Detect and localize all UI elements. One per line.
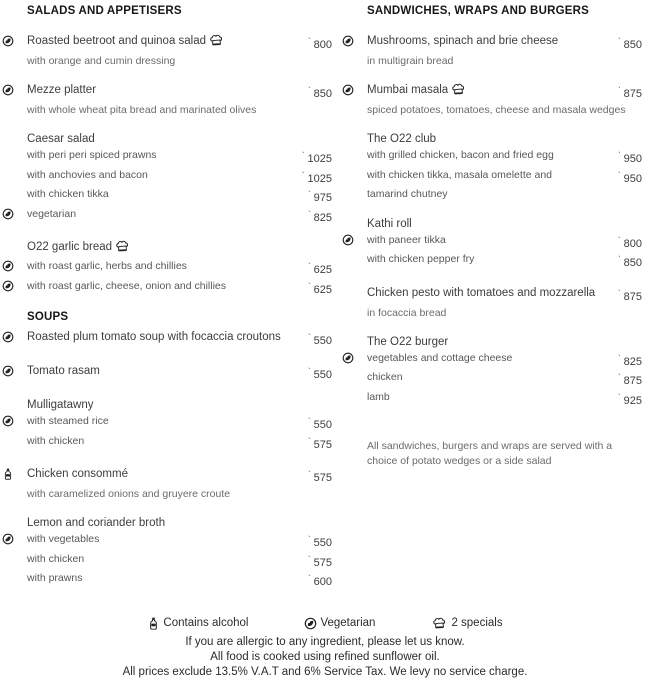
- icon-spacer: [342, 390, 367, 391]
- item-description: [367, 439, 642, 454]
- menu-row: [2, 414, 332, 434]
- item-price: [280, 259, 332, 279]
- currency-symbol: `: [307, 367, 311, 376]
- item-text: with prawns: [27, 572, 83, 584]
- item-price: [590, 33, 642, 54]
- menu-row: [342, 54, 642, 69]
- item-text: Chicken consommé: [27, 468, 128, 480]
- menu-footer: [0, 616, 650, 693]
- section-title: SALADS AND APPETISERS: [27, 5, 182, 17]
- menu-block: [342, 216, 642, 272]
- item-option: [27, 434, 280, 450]
- item-text: The O22 burger: [367, 335, 449, 348]
- menu-row: [342, 252, 642, 272]
- item-price: [590, 370, 642, 390]
- icon-spacer: [2, 54, 27, 55]
- footer-note-line: All food is cooked using refined sunflower oil.: [210, 651, 440, 663]
- menu-row: [342, 168, 642, 188]
- item-text: Roasted beetroot and quinoa salad: [27, 35, 207, 47]
- item-description: [367, 54, 642, 69]
- price-amount: 875: [623, 375, 642, 387]
- menu-row: [2, 259, 332, 279]
- veg-icon: [304, 617, 317, 630]
- currency-symbol: `: [307, 554, 311, 564]
- item-option: [27, 168, 280, 184]
- item-price: [280, 434, 332, 454]
- item-price: [280, 187, 332, 207]
- currency-symbol: `: [307, 417, 311, 426]
- price-amount: 1025: [307, 153, 332, 165]
- item-price: [590, 148, 642, 168]
- price-amount: 575: [313, 472, 332, 484]
- item-option: [27, 207, 280, 223]
- item-price: [590, 168, 642, 188]
- currency-symbol: `: [617, 373, 621, 382]
- menu-row: [342, 334, 642, 351]
- currency-symbol: `: [617, 255, 621, 264]
- menu-row: [342, 82, 642, 103]
- section-title: SOUPS: [27, 311, 69, 323]
- item-description: [27, 54, 332, 69]
- item-text: Mumbai masala: [367, 84, 449, 96]
- menu-column: [342, 5, 642, 604]
- menu-row: [2, 148, 332, 168]
- item-price: [280, 148, 332, 168]
- item-name: [367, 216, 642, 233]
- menu-row: [2, 239, 332, 259]
- veg-icon: [2, 329, 27, 343]
- item-option: [367, 168, 590, 184]
- menu-block: [2, 329, 332, 350]
- item-text: with steamed rice: [27, 415, 109, 427]
- icon-spacer: [2, 552, 27, 553]
- footer-note-line: If you are allergic to any ingredient, please let us know.: [185, 636, 465, 648]
- section-title: SANDWICHES, WRAPS AND BURGERS: [367, 5, 589, 17]
- icon-spacer: [342, 439, 367, 440]
- item-name: [27, 131, 332, 148]
- menu-row: [2, 33, 332, 54]
- menu-row: [2, 187, 332, 207]
- item-text: with anchovies and bacon: [27, 168, 148, 181]
- chef-hat-icon: [208, 33, 225, 53]
- item-text: tamarind chutney: [367, 188, 448, 200]
- price-amount: 825: [313, 211, 332, 224]
- currency-symbol: `: [307, 209, 311, 219]
- currency-symbol: `: [307, 333, 311, 342]
- item-name: [27, 363, 280, 380]
- item-description: [367, 103, 642, 118]
- price-amount: 875: [623, 290, 642, 303]
- icon-spacer: [342, 285, 367, 287]
- menu-block: [2, 33, 332, 69]
- item-text: vegetables and cottage cheese: [367, 351, 513, 364]
- price-amount: 625: [313, 264, 332, 276]
- veg-icon: [2, 279, 27, 292]
- currency-symbol: `: [617, 288, 621, 298]
- item-price: [590, 252, 642, 272]
- price-amount: 800: [623, 237, 642, 250]
- item-price: [280, 571, 332, 591]
- item-option: [27, 532, 280, 548]
- icon-spacer: [2, 148, 27, 149]
- item-option: [367, 233, 590, 249]
- icon-spacer: [2, 397, 27, 399]
- price-amount: 800: [313, 39, 332, 51]
- item-text: with orange and cumin dressing: [27, 55, 176, 67]
- item-name: [27, 329, 280, 346]
- item-text: in focaccia bread: [367, 306, 447, 319]
- item-price: [590, 82, 642, 103]
- price-amount: 550: [313, 537, 332, 549]
- menu-row: [2, 397, 332, 414]
- menu-row: [2, 131, 332, 148]
- menu-row: [2, 279, 332, 299]
- item-option: [367, 148, 590, 164]
- item-text: Mulligatawny: [27, 399, 94, 411]
- item-text: Kathi roll: [367, 217, 412, 230]
- legend-item: [431, 616, 502, 630]
- item-text: O22 garlic bread: [27, 241, 113, 253]
- item-text: with chicken: [27, 552, 85, 565]
- icon-spacer: [2, 168, 27, 169]
- icon-spacer: [2, 571, 27, 572]
- currency-symbol: `: [307, 436, 311, 446]
- item-text: Lemon and coriander broth: [27, 517, 166, 529]
- price-amount: 550: [313, 369, 332, 381]
- icon-spacer: [2, 103, 27, 104]
- currency-symbol: `: [307, 37, 311, 46]
- item-name: [27, 397, 332, 414]
- veg-icon: [342, 33, 367, 47]
- item-price: [280, 329, 332, 350]
- item-text: Caesar salad: [27, 133, 95, 145]
- currency-symbol: `: [307, 262, 311, 271]
- veg-icon: [342, 351, 367, 364]
- veg-icon: [2, 259, 27, 272]
- serving-note: [342, 439, 642, 469]
- price-amount: 950: [623, 172, 642, 185]
- item-text: with peri peri spiced prawns: [27, 149, 157, 161]
- menu-row: [342, 233, 642, 253]
- icon-spacer: [342, 103, 367, 104]
- menu-row: [2, 487, 332, 502]
- menu-block: [342, 285, 642, 321]
- menu-row: [342, 148, 642, 168]
- menu-row: [342, 351, 642, 371]
- menu-row: [2, 571, 332, 591]
- item-option: [27, 259, 280, 275]
- legend-item: [147, 617, 248, 630]
- item-description: [27, 487, 332, 502]
- menu-row: [2, 434, 332, 454]
- menu-row: [342, 306, 642, 321]
- icon-spacer: [342, 370, 367, 371]
- icon-spacer: [2, 434, 27, 435]
- item-description: [367, 306, 642, 321]
- currency-symbol: `: [301, 151, 305, 160]
- icon-spacer: [342, 168, 367, 169]
- item-price: [280, 466, 332, 487]
- menu-section: [342, 5, 642, 469]
- price-amount: 850: [313, 88, 332, 100]
- menu-row: [2, 168, 332, 188]
- menu-block: [2, 82, 332, 118]
- item-price: [590, 233, 642, 253]
- menu-block: [342, 33, 642, 69]
- chef-hat-icon: [114, 239, 131, 259]
- alcohol-icon: [2, 466, 27, 480]
- item-text: Mezze platter: [27, 84, 97, 96]
- item-price: [280, 207, 332, 227]
- legend-label: Vegetarian: [320, 617, 376, 629]
- price-amount: 950: [623, 153, 642, 165]
- menu-row: [2, 103, 332, 118]
- item-name: [367, 131, 642, 148]
- price-amount: 925: [623, 394, 642, 407]
- price-amount: 550: [313, 335, 332, 347]
- currency-symbol: `: [617, 392, 621, 402]
- item-option: [27, 148, 280, 164]
- item-text: Mushrooms, spinach and brie cheese: [367, 35, 559, 47]
- price-amount: 975: [313, 192, 332, 204]
- item-price: [590, 351, 642, 371]
- icon-spacer: [342, 54, 367, 55]
- price-amount: 575: [313, 556, 332, 569]
- item-price: [280, 552, 332, 572]
- item-price: [280, 33, 332, 54]
- menu-block: [342, 334, 642, 410]
- item-name: [367, 285, 596, 302]
- item-name: [367, 334, 642, 351]
- chef-hat-icon: [431, 616, 448, 630]
- icon-spacer: [342, 252, 367, 253]
- currency-symbol: `: [617, 170, 621, 180]
- menu-row: [342, 33, 642, 54]
- icon-spacer: [342, 334, 367, 336]
- price-amount: 600: [313, 576, 332, 588]
- menu-block: [2, 239, 332, 298]
- item-text: with chicken tikka: [27, 188, 109, 200]
- item-option: [367, 390, 590, 406]
- currency-symbol: `: [301, 170, 305, 180]
- menu-row: [342, 131, 642, 148]
- price-amount: 850: [623, 257, 642, 269]
- menu-row: [342, 370, 642, 390]
- veg-icon: [2, 414, 27, 427]
- veg-icon: [2, 207, 27, 220]
- item-text: vegetarian: [27, 207, 77, 220]
- price-amount: 1025: [307, 172, 332, 185]
- item-text: Roasted plum tomato soup with focaccia croutons: [27, 331, 281, 343]
- item-price: [280, 82, 332, 103]
- menu-block: [2, 363, 332, 384]
- item-text: with chicken: [27, 434, 85, 447]
- menu-row: [2, 552, 332, 572]
- price-amount: 550: [313, 419, 332, 431]
- item-name: [367, 33, 590, 50]
- icon-spacer: [2, 515, 27, 517]
- item-text: with whole wheat pita bread and marinated olives: [27, 104, 257, 116]
- veg-icon: [2, 82, 27, 96]
- item-text: with paneer tikka: [367, 233, 446, 246]
- menu-row: [2, 54, 332, 69]
- footer-note-line: All prices exclude 13.5% V.A.T and 6% Service Tax. We levy no service charge.: [122, 666, 528, 678]
- item-price: [280, 168, 332, 188]
- item-text: Chicken pesto with tomatoes and mozzarella: [367, 286, 596, 299]
- item-text: choice of potato wedges or a side salad: [367, 455, 552, 467]
- item-option: [27, 414, 280, 430]
- menu-row: [342, 439, 642, 454]
- item-text: with chicken pepper fry: [367, 253, 475, 265]
- currency-symbol: `: [307, 86, 311, 95]
- menu-row: [2, 515, 332, 532]
- menu-block: [342, 131, 642, 203]
- currency-symbol: `: [617, 235, 621, 245]
- menu-row: [342, 285, 642, 306]
- item-option: [27, 279, 280, 295]
- menu-row: [2, 329, 332, 350]
- item-text: spiced potatoes, tomatoes, cheese and masala wedges: [367, 104, 626, 116]
- item-text: in multigrain bread: [367, 55, 454, 67]
- menu-row: [2, 532, 332, 552]
- legend-label: 2 specials: [451, 617, 503, 629]
- currency-symbol: `: [307, 574, 311, 583]
- item-text: with grilled chicken, bacon and fried egg: [367, 149, 554, 161]
- price-amount: 825: [623, 355, 642, 368]
- item-text: chicken: [367, 371, 403, 383]
- veg-icon: [342, 82, 367, 96]
- footer-notes: [0, 635, 650, 680]
- item-name: [27, 515, 332, 532]
- item-text: All sandwiches, burgers and wraps are served with a: [367, 440, 613, 452]
- menu-row: [2, 207, 332, 227]
- icon-spacer: [342, 454, 367, 455]
- menu-row: [2, 363, 332, 384]
- item-option: [27, 187, 280, 203]
- legend-label: Contains alcohol: [163, 617, 249, 629]
- veg-icon: [2, 33, 27, 47]
- item-text: with roast garlic, herbs and chillies: [27, 260, 187, 272]
- menu-section: [2, 311, 332, 591]
- icon-spacer: [2, 487, 27, 488]
- menu-row: [2, 82, 332, 103]
- currency-symbol: `: [617, 353, 621, 363]
- item-description: [367, 454, 642, 469]
- price-amount: 875: [623, 88, 642, 100]
- currency-symbol: `: [307, 470, 311, 479]
- item-option: [27, 571, 280, 587]
- item-price: [590, 285, 642, 306]
- item-price: [280, 414, 332, 434]
- menu-section: [2, 5, 332, 298]
- item-name: [367, 82, 590, 102]
- item-name: [27, 239, 332, 259]
- currency-symbol: `: [307, 281, 311, 291]
- chef-hat-icon: [450, 82, 467, 102]
- price-amount: 625: [313, 283, 332, 296]
- item-option: [367, 187, 642, 203]
- menu-block: [342, 82, 642, 118]
- item-text: with roast garlic, cheese, onion and chillies: [27, 279, 227, 292]
- menu-block: [2, 515, 332, 591]
- legend-item: [304, 617, 375, 630]
- veg-icon: [2, 532, 27, 545]
- price-amount: 850: [623, 39, 642, 51]
- menu-block: [2, 466, 332, 502]
- icon-spacer: [2, 131, 27, 133]
- item-text: with chicken tikka, masala omelette and: [367, 168, 553, 181]
- alcohol-icon: [147, 617, 160, 630]
- item-price: [280, 532, 332, 552]
- currency-symbol: `: [307, 190, 311, 199]
- icon-spacer: [2, 187, 27, 188]
- currency-symbol: `: [617, 151, 621, 160]
- item-name: [27, 33, 280, 53]
- item-option: [27, 552, 280, 568]
- icon-spacer: [342, 131, 367, 133]
- icon-spacer: [342, 306, 367, 307]
- menu-row: [342, 216, 642, 233]
- menu-row: [342, 103, 642, 118]
- currency-symbol: `: [307, 535, 311, 544]
- menu-block: [2, 397, 332, 453]
- menu-block: [2, 131, 332, 226]
- item-price: [590, 390, 642, 410]
- price-amount: 575: [313, 438, 332, 451]
- menu-row: [2, 466, 332, 487]
- item-text: The O22 club: [367, 133, 437, 145]
- icon-spacer: [342, 216, 367, 218]
- menu-row: [342, 390, 642, 410]
- item-option: [367, 370, 590, 386]
- item-description: [27, 103, 332, 118]
- item-name: [27, 466, 280, 483]
- icon-spacer: [2, 239, 27, 241]
- icon-spacer: [342, 187, 367, 188]
- currency-symbol: `: [617, 37, 621, 46]
- currency-symbol: `: [617, 86, 621, 95]
- item-option: [367, 351, 590, 367]
- item-text: with caramelized onions and gruyere croute: [27, 488, 231, 500]
- legend-row: [0, 616, 650, 630]
- item-price: [280, 279, 332, 299]
- icon-spacer: [342, 148, 367, 149]
- item-text: Tomato rasam: [27, 365, 100, 377]
- veg-icon: [2, 363, 27, 377]
- item-text: lamb: [367, 390, 390, 403]
- menu-row: [342, 454, 642, 469]
- item-option: [367, 252, 590, 268]
- menu-column: [2, 5, 332, 604]
- veg-icon: [342, 233, 367, 246]
- item-name: [27, 82, 280, 99]
- item-text: with vegetables: [27, 533, 100, 545]
- menu-row: [342, 187, 642, 203]
- item-price: [280, 363, 332, 384]
